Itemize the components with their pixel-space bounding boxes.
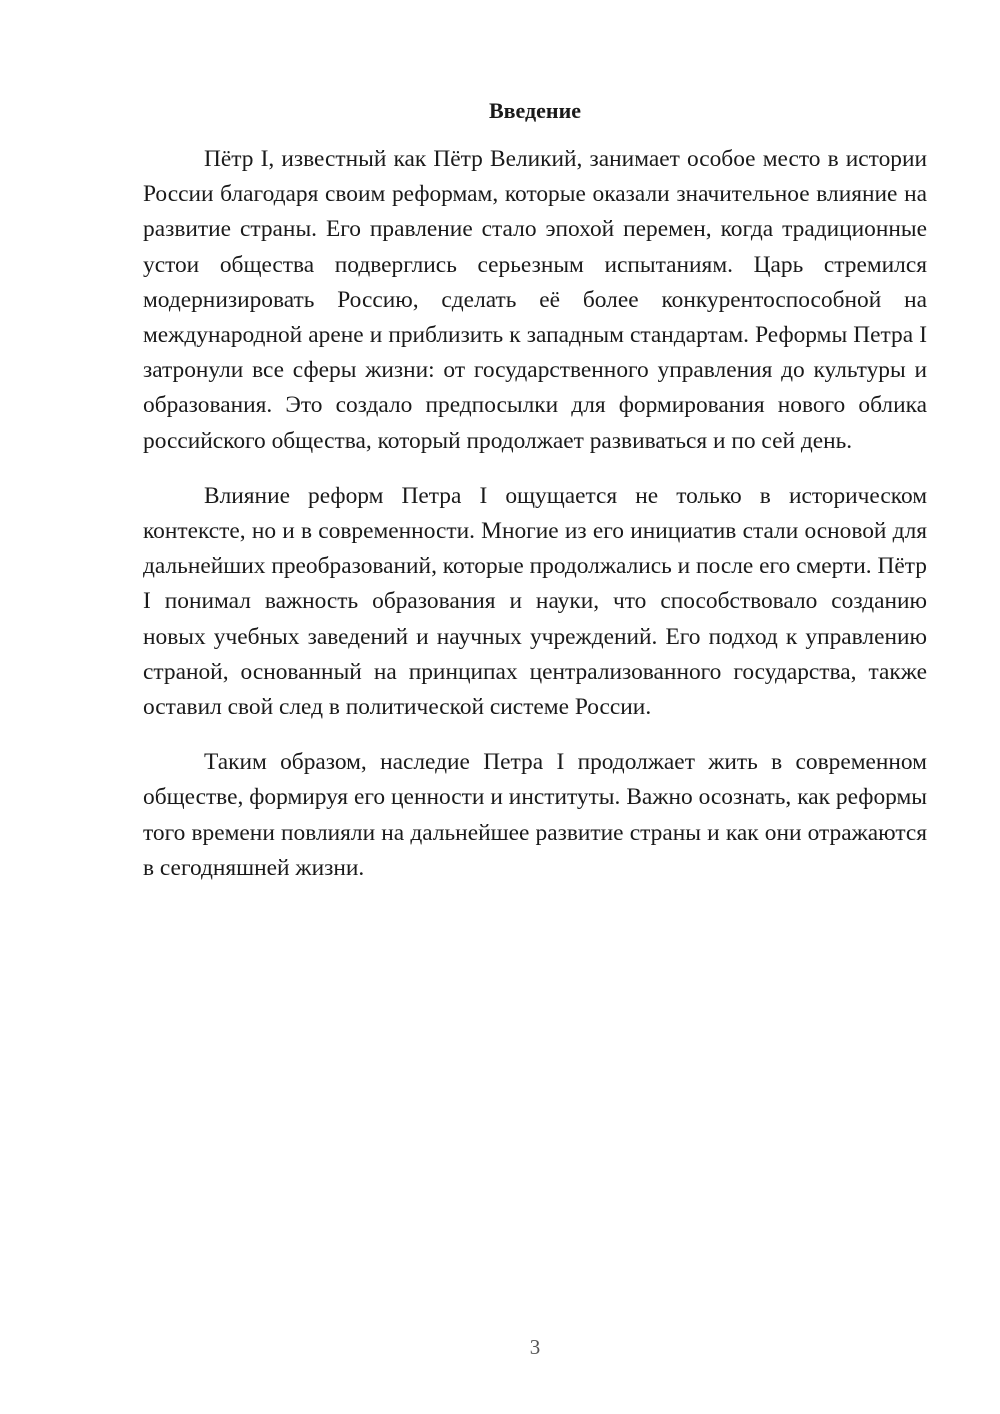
paragraph-1: Пётр I, известный как Пётр Великий, занимает особое место в истории России благодаря своим реформам, которые оказали значительное влияние на развитие страны. Его правление стало эпохой перемен, когда традиционные устои общества подверглись серьезным испытаниям. Царь стремился модернизировать Россию, сделать её более конкурентоспособной на международной арене и приблизить к западным стандартам. Реформы Петра I затронули все сферы жизни: от государственного управления до культуры и образования. Это создало предпосылки для формирования нового облика российского общества, который продолжает развиваться и по сей день. — [143, 146, 927, 454]
page-title: Введение — [488, 98, 582, 123]
page-number: 3 — [529, 1335, 541, 1359]
paragraph-3: Таким образом, наследие Петра I продолжает жить в современном обществе, формируя его ценности и институты. Важно осознать, как реформы того времени повлияли на дальнейшее развитие страны и как они отражаются в сегодняшней жизни. — [143, 749, 927, 881]
paragraph-2: Влияние реформ Петра I ощущается не только в историческом контексте, но и в современности. Многие из его инициатив стали основой для дальнейших преобразований, которые продолжались и после его смерти. Пётр I понимал важность образования и науки, что способствовало созданию новых учебных заведений и научных учреждений. Его подход к управлению страной, основанный на принципах централизованного государства, также оставил свой след в политической системе России. — [143, 482, 927, 721]
body-text — [143, 142, 927, 886]
